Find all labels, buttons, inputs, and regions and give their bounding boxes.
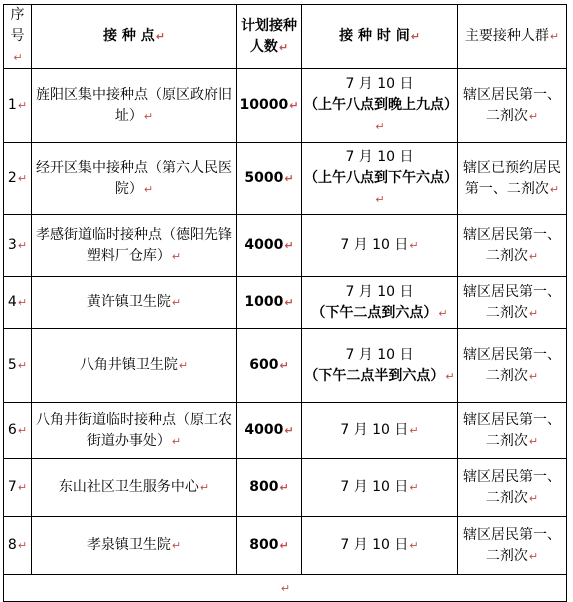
site-cell: 八角井街道临时接种点（原工农街道办事处）↵ [32, 403, 237, 459]
hours-text: （上午八点到晚上九点） [304, 97, 458, 113]
time-cell: 7 月 10 日 （上午八点到下午六点）↵ [302, 143, 458, 215]
population-cell: 辖区居民第一、二剂次↵ [458, 215, 567, 277]
header-seq: 序号↵ [4, 5, 32, 69]
time-cell: 7 月 10 日↵ [302, 517, 458, 575]
site-cell: 旌阳区集中接种点（原区政府旧址）↵ [32, 69, 237, 143]
seq-cell: 2↵ [4, 143, 32, 215]
seq-cell: 6↵ [4, 403, 32, 459]
planned-cell: 4000↵ [237, 215, 302, 277]
time-cell: 7 月 10 日↵ [302, 403, 458, 459]
population-cell: 辖区居民第一、二剂次↵ [458, 329, 567, 403]
table-row [4, 69, 567, 143]
table-footer-row [4, 575, 567, 602]
table-row [4, 329, 567, 403]
seq-cell: 1↵ [4, 69, 32, 143]
vaccination-schedule-table [3, 4, 567, 602]
header-site: 接 种 点↵ [32, 5, 237, 69]
hours-text: （下午二点半到六点） [304, 367, 445, 384]
date-text: 7 月 10 日 [345, 283, 414, 300]
date-text: 7 月 10 日 [345, 149, 414, 165]
planned-cell: 5000↵ [237, 143, 302, 215]
hours-text: （下午二点到六点） [311, 304, 438, 321]
hours-text: （上午八点到下午六点） [304, 170, 458, 186]
table-row [4, 215, 567, 277]
site-cell: 经开区集中接种点（第六人民医院）↵ [32, 143, 237, 215]
seq-cell: 4↵ [4, 277, 32, 329]
footer-cell: ↵ [4, 575, 567, 602]
table-row [4, 403, 567, 459]
date-text: 7 月 10 日 [340, 537, 409, 553]
table-row [4, 277, 567, 329]
population-cell: 辖区已预约居民第一、二剂次↵ [458, 143, 567, 215]
planned-cell: 10000↵ [237, 69, 302, 143]
site-cell: 黄许镇卫生院↵ [32, 277, 237, 329]
time-cell: 7 月 10 日↵ [302, 215, 458, 277]
table-row [4, 143, 567, 215]
site-cell: 孝感街道临时接种点（德阳先锋塑料厂仓库）↵ [32, 215, 237, 277]
time-cell: 7 月 10 日↵ [302, 459, 458, 517]
header-time: 接 种 时 间↵ [302, 5, 458, 69]
population-cell: 辖区居民第一、二剂次↵ [458, 459, 567, 517]
population-cell: 辖区居民第一、二剂次↵ [458, 69, 567, 143]
site-cell: 孝泉镇卫生院↵ [32, 517, 237, 575]
planned-cell: 600↵ [237, 329, 302, 403]
table-row [4, 459, 567, 517]
header-row [4, 5, 567, 69]
population-cell: 辖区居民第一、二剂次↵ [458, 517, 567, 575]
population-cell: 辖区居民第一、二剂次↵ [458, 403, 567, 459]
planned-cell: 1000↵ [237, 277, 302, 329]
header-planned: 计划接种人数↵ [237, 5, 302, 69]
date-text: 7 月 10 日 [340, 237, 409, 253]
date-text: 7 月 10 日 [345, 76, 414, 92]
seq-cell: 8↵ [4, 517, 32, 575]
site-cell: 东山社区卫生服务中心↵ [32, 459, 237, 517]
header-population: 主要接种人群↵ [458, 5, 567, 69]
table-row [4, 517, 567, 575]
seq-cell: 5↵ [4, 329, 32, 403]
date-text: 7 月 10 日 [345, 346, 414, 363]
date-text: 7 月 10 日 [340, 422, 409, 438]
time-cell: 7 月 10 日 （下午二点到六点）↵ [302, 277, 458, 329]
seq-cell: 3↵ [4, 215, 32, 277]
population-cell: 辖区居民第一、二剂次↵ [458, 277, 567, 329]
date-text: 7 月 10 日 [340, 479, 409, 495]
time-cell: 7 月 10 日 （上午八点到晚上九点）↵ [302, 69, 458, 143]
planned-cell: 800↵ [237, 517, 302, 575]
planned-cell: 4000↵ [237, 403, 302, 459]
seq-cell: 7↵ [4, 459, 32, 517]
site-cell: 八角井镇卫生院↵ [32, 329, 237, 403]
time-cell: 7 月 10 日 （下午二点半到六点）↵ [302, 329, 458, 403]
planned-cell: 800↵ [237, 459, 302, 517]
